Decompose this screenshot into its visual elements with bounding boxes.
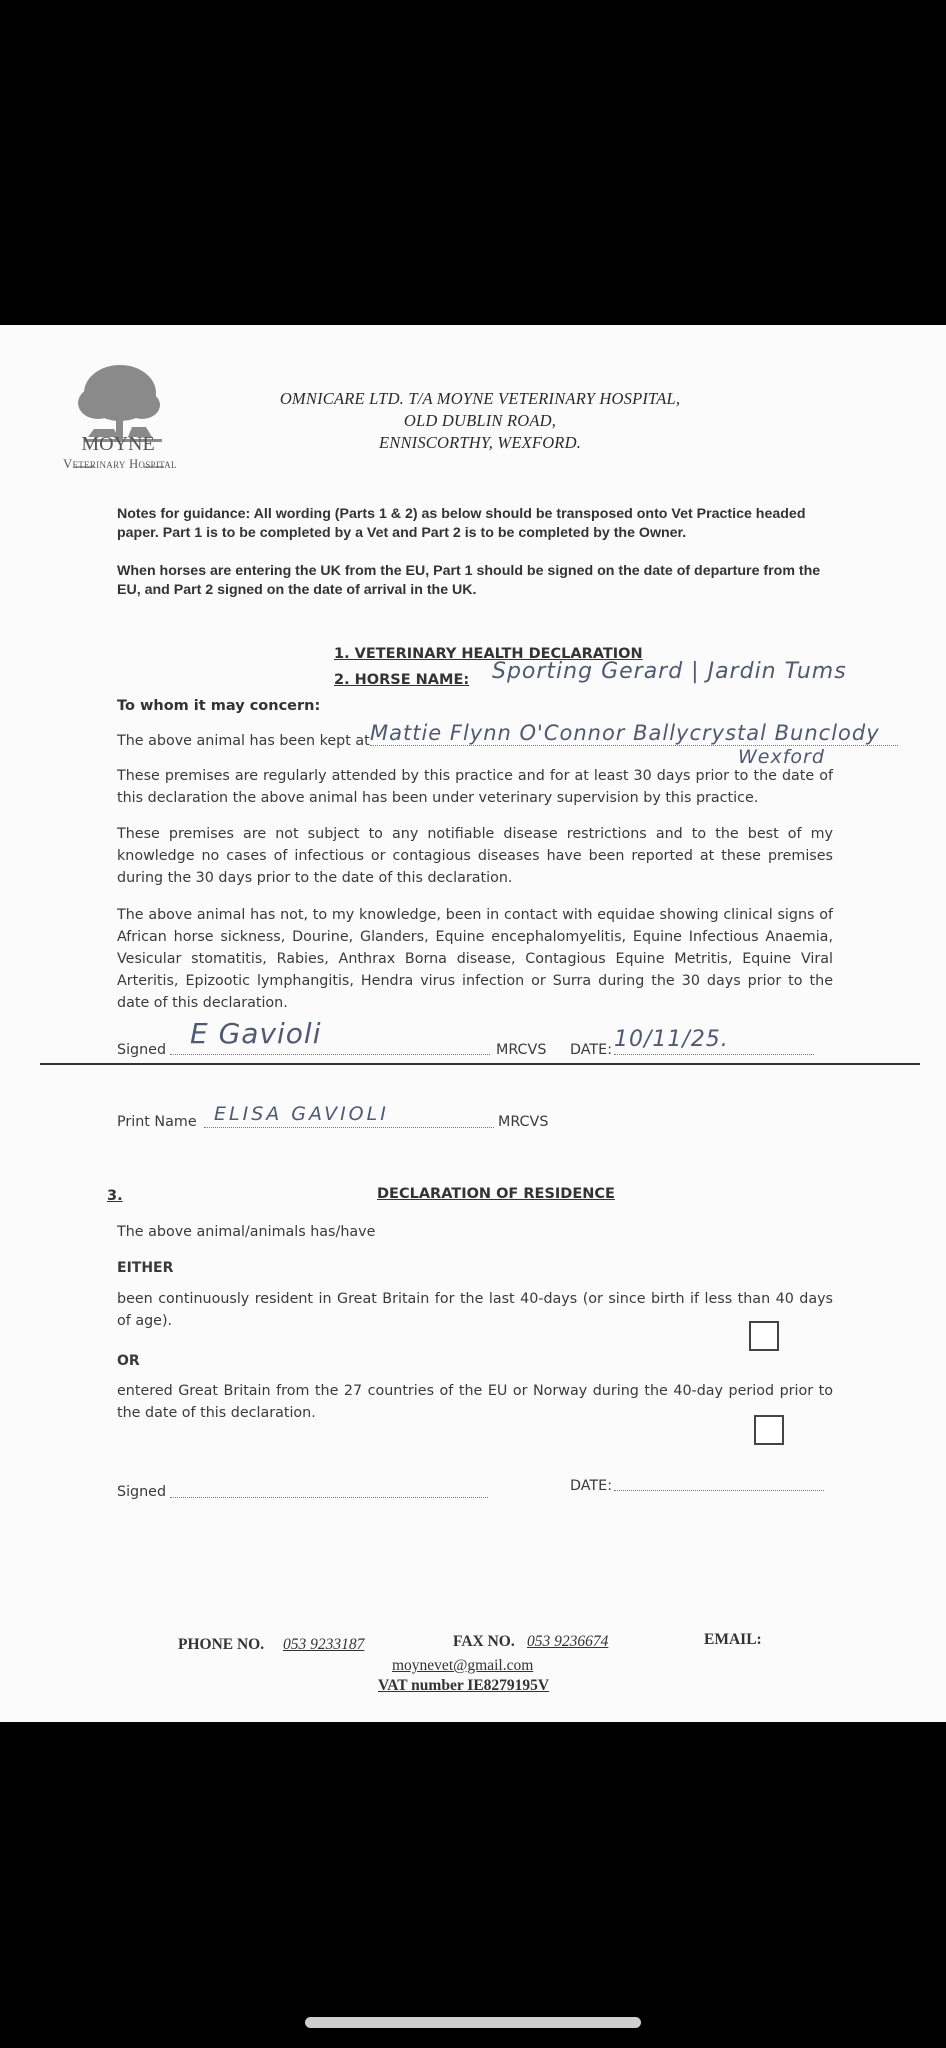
vet-health-declaration-heading: 1. VETERINARY HEALTH DECLARATION [334,646,643,662]
residence-signed-label: Signed [117,1484,167,1500]
letterhead-line-2: OLD DUBLIN ROAD, [403,411,557,430]
guidance-note: Notes for guidance: All wording (Parts 1 & 2) as below should be transposed onto Vet Practice headed paper. Part 1 is to be completed by a Vet and Part 2 is to be completed by the Owner. [117,506,806,541]
fax-number: 053 9236674 [527,1633,609,1650]
either-label: EITHER [117,1260,174,1276]
or-label: OR [117,1353,140,1369]
email-label: EMAIL: [704,1631,762,1648]
part3-number: 3. [107,1188,123,1204]
attended-paragraph: These premises are regularly attended by this practice and for at least 30 days prior to the date of this declaration the above animal has been under veterinary supervision by this practice. [117,768,833,806]
option-2-checkbox[interactable] [754,1415,784,1445]
mrcvs-label: MRCVS [496,1042,547,1058]
date-value: 10/11/25. [614,1027,729,1052]
phone-label: PHONE NO. [178,1636,265,1653]
letterhead-line-1: OMNICARE LTD. T/A MOYNE VETERINARY HOSPITAL, [279,389,681,408]
option-1-checkbox[interactable] [749,1321,779,1351]
fax-label: FAX NO. [453,1633,515,1650]
entering-note: When horses are entering the UK from the EU, Part 1 should be signed on the date of departure from the EU, and Part 2 signed on the date of arrival in the UK. [117,563,821,598]
document-page [0,325,946,1722]
email-address[interactable]: moynevet@gmail.com [392,1657,534,1674]
to-whom-label: To whom it may concern: [117,698,321,714]
print-name-mrcvs: MRCVS [498,1114,549,1130]
kept-at-value-line-2: Wexford [738,746,825,768]
signature: E Gavioli [190,1017,322,1050]
residence-date-line[interactable] [614,1490,824,1491]
contact-paragraph: The above animal has not, to my knowledge, been in contact with equidae showing clinical signs of African horse sickness, Dourine, Glanders, Equine encephalomyelitis, Equine Infectious Anaemia, Vesicular stomatitis, Rabies, Anthrax Borna disease, Contagious Equine Metritis, Equine Viral Arteritis, Epizootic lymphangitis, Hendra virus infection or Surra during the 30 days prior to the date of this declaration. [117,907,833,1011]
print-name-label: Print Name [117,1114,197,1130]
print-name-line [204,1127,494,1128]
option-2-text: entered Great Britain from the 27 countries of the EU or Norway during the 40-day period prior to the date of this declaration. [117,1383,833,1421]
date-label: DATE: [570,1042,613,1058]
logo-name: MOYNE [81,433,155,455]
horse-name-label: 2. HORSE NAME: [334,672,470,688]
print-name-value: ELISA GAVIOLI [214,1103,389,1125]
residence-heading: DECLARATION OF RESIDENCE [377,1186,615,1202]
signature-line [170,1054,490,1055]
letterhead-line-3: ENNISCORTHY, WEXFORD. [378,433,582,452]
option-1-text: been continuously resident in Great Britain for the last 40-days (or since birth if less than 40 days of age). [117,1291,833,1329]
not-subject-paragraph: These premises are not subject to any notifiable disease restrictions and to the best of my knowledge no cases of infectious or contagious diseases have been reported at these premises during the 30 days prior to the date of this declaration. [117,826,833,886]
residence-date-label: DATE: [570,1478,613,1494]
phone-number: 053 9233187 [283,1636,365,1653]
home-indicator[interactable] [305,2017,641,2028]
kept-at-label: The above animal has been kept at [117,733,370,749]
signed-label: Signed [117,1042,167,1058]
date-line [614,1054,814,1055]
residence-intro: The above animal/animals has/have [117,1224,376,1240]
residence-signature-line[interactable] [170,1497,488,1498]
section-divider [40,1063,920,1065]
vat-number: VAT number IE8279195V [378,1677,550,1694]
horse-name-value: Sporting Gerard | Jardin Tums [492,659,847,684]
letterhead [230,388,730,454]
kept-at-value: Mattie Flynn O'Connor Ballycrystal Bunclody [370,721,898,746]
logo-subtitle: Veterinary Hospital [63,457,177,471]
